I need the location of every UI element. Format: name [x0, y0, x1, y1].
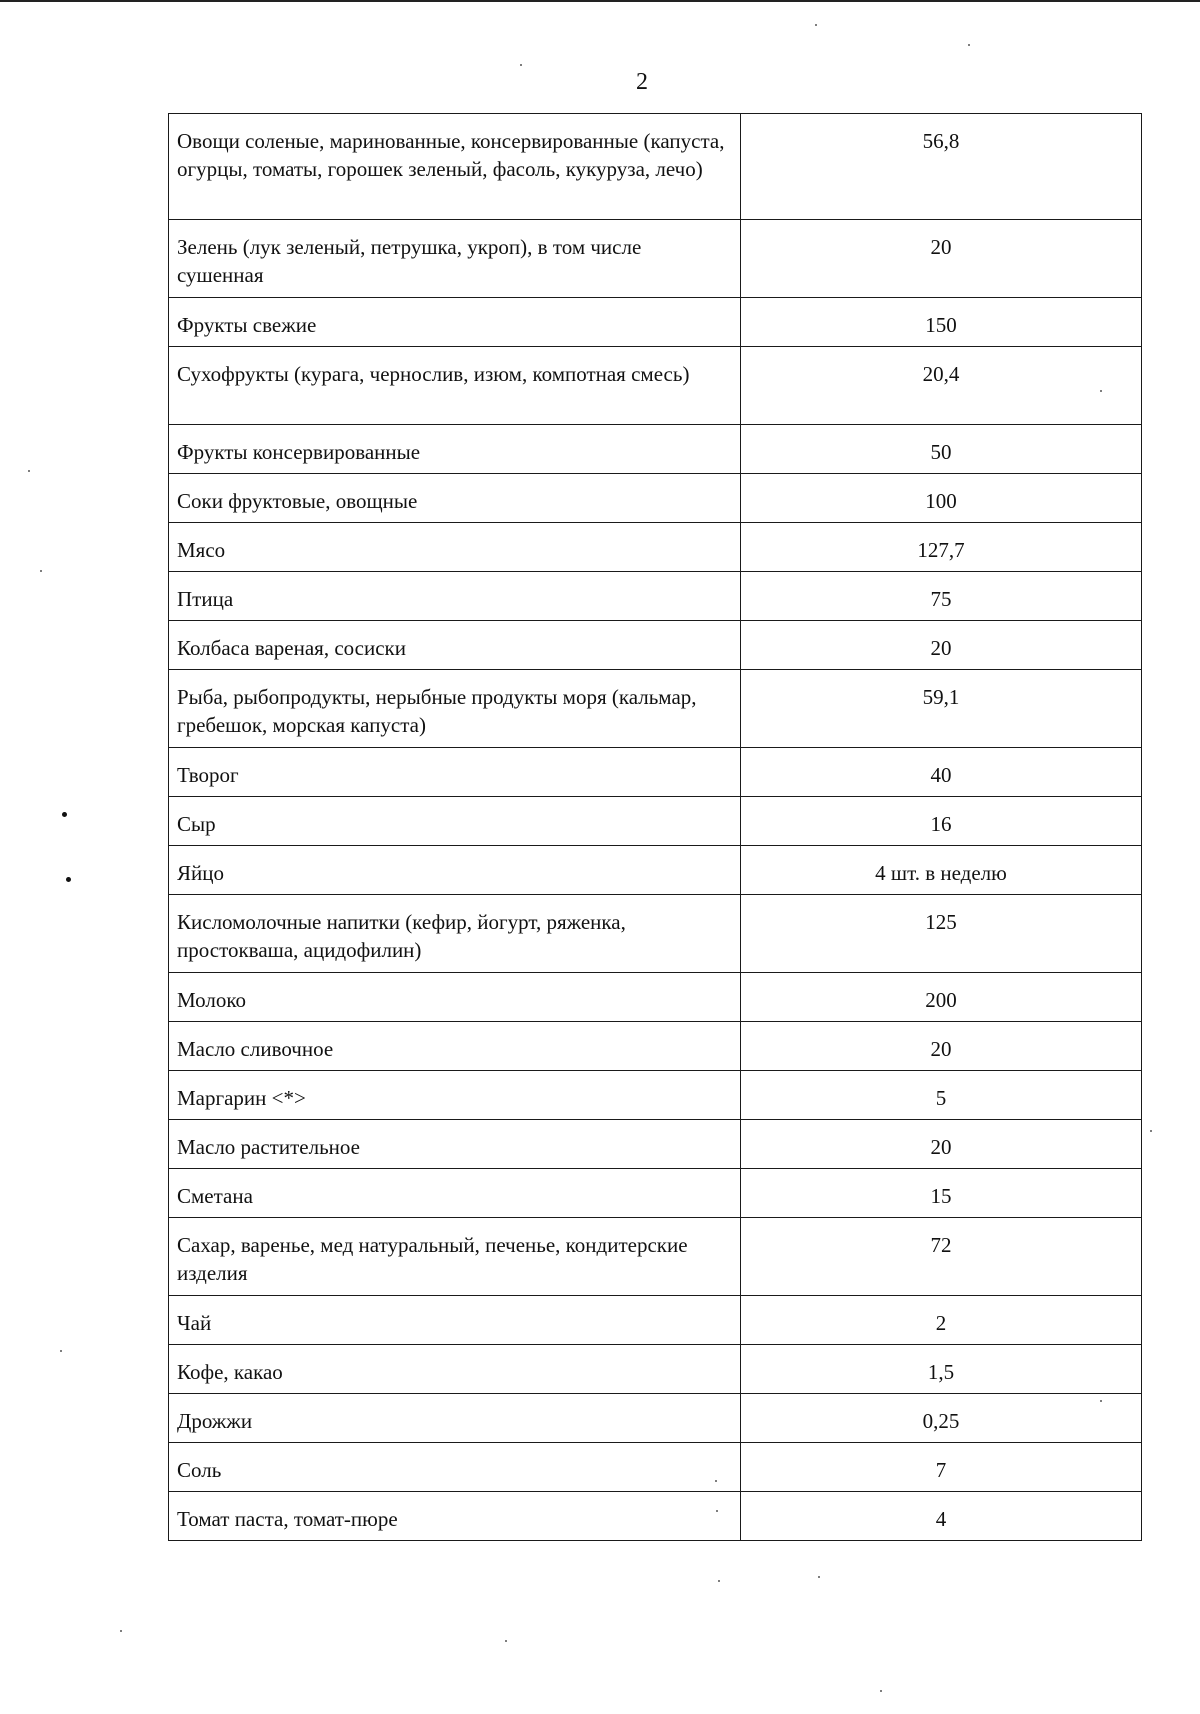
product-name: Овощи соленые, маринованные, консервированные (капуста, огурцы, томаты, горошек зеленый, фасоль, кукуруза, лечо) — [169, 114, 741, 220]
scan-speck — [818, 1576, 820, 1578]
product-amount: 20 — [741, 621, 1142, 670]
scan-speck — [62, 812, 67, 817]
product-amount: 4 — [741, 1492, 1142, 1541]
scan-speck — [120, 1630, 122, 1632]
table-row — [169, 1345, 1142, 1394]
table-row — [169, 1296, 1142, 1345]
scan-speck — [505, 1640, 507, 1642]
table-row — [169, 1218, 1142, 1296]
product-amount: 56,8 — [741, 114, 1142, 220]
product-amount: 72 — [741, 1218, 1142, 1296]
product-name: Птица — [169, 572, 741, 621]
scan-speck — [1100, 1400, 1102, 1402]
product-amount: 0,25 — [741, 1394, 1142, 1443]
product-name: Сыр — [169, 797, 741, 846]
table-row — [169, 1492, 1142, 1541]
table-row — [169, 797, 1142, 846]
scan-speck — [66, 877, 71, 882]
product-name: Масло сливочное — [169, 1022, 741, 1071]
scan-speck — [716, 1510, 718, 1512]
page-number: 2 — [636, 69, 648, 95]
product-amount: 125 — [741, 895, 1142, 973]
product-amount: 16 — [741, 797, 1142, 846]
table-row — [169, 895, 1142, 973]
product-name: Чай — [169, 1296, 741, 1345]
table-row — [169, 1169, 1142, 1218]
product-name: Кофе, какао — [169, 1345, 741, 1394]
product-amount: 20,4 — [741, 347, 1142, 425]
table-row — [169, 572, 1142, 621]
table-row — [169, 114, 1142, 220]
product-name: Кисломолочные напитки (кефир, йогурт, ряженка, простокваша, ацидофилин) — [169, 895, 741, 973]
table-row — [169, 1443, 1142, 1492]
scan-speck — [28, 470, 30, 472]
product-amount: 20 — [741, 220, 1142, 298]
table-row — [169, 670, 1142, 748]
product-name: Молоко — [169, 973, 741, 1022]
product-name: Колбаса вареная, сосиски — [169, 621, 741, 670]
product-amount: 200 — [741, 973, 1142, 1022]
table-row — [169, 1120, 1142, 1169]
table-row — [169, 425, 1142, 474]
product-name: Творог — [169, 748, 741, 797]
table-row — [169, 1071, 1142, 1120]
product-name: Соки фруктовые, овощные — [169, 474, 741, 523]
scan-speck — [968, 44, 970, 46]
product-name: Соль — [169, 1443, 741, 1492]
product-name: Зелень (лук зеленый, петрушка, укроп), в том числе сушенная — [169, 220, 741, 298]
table-row — [169, 347, 1142, 425]
product-name: Дрожжи — [169, 1394, 741, 1443]
product-amount: 2 — [741, 1296, 1142, 1345]
table-row — [169, 621, 1142, 670]
scan-speck — [880, 1690, 882, 1692]
table-row — [169, 298, 1142, 347]
product-amount: 50 — [741, 425, 1142, 474]
product-amount: 127,7 — [741, 523, 1142, 572]
table-row — [169, 973, 1142, 1022]
product-name: Масло растительное — [169, 1120, 741, 1169]
table-row — [169, 1394, 1142, 1443]
table-row — [169, 220, 1142, 298]
scan-speck — [715, 1480, 717, 1482]
table-row — [169, 1022, 1142, 1071]
product-name: Мясо — [169, 523, 741, 572]
product-amount: 150 — [741, 298, 1142, 347]
product-name: Сухофрукты (курага, чернослив, изюм, компотная смесь) — [169, 347, 741, 425]
product-name: Томат паста, томат-пюре — [169, 1492, 741, 1541]
product-name: Рыба, рыбопродукты, нерыбные продукты моря (кальмар, гребешок, морская капуста) — [169, 670, 741, 748]
product-name: Сахар, варенье, мед натуральный, печенье, кондитерские изделия — [169, 1218, 741, 1296]
product-amount: 20 — [741, 1022, 1142, 1071]
product-amount: 15 — [741, 1169, 1142, 1218]
product-amount: 4 шт. в неделю — [741, 846, 1142, 895]
product-name: Фрукты консервированные — [169, 425, 741, 474]
product-name: Яйцо — [169, 846, 741, 895]
table-row — [169, 846, 1142, 895]
scan-speck — [1100, 390, 1102, 392]
product-amount: 7 — [741, 1443, 1142, 1492]
scan-speck — [815, 24, 817, 26]
product-amount: 75 — [741, 572, 1142, 621]
table-row — [169, 748, 1142, 797]
scan-speck — [718, 1580, 720, 1582]
product-amount: 40 — [741, 748, 1142, 797]
scan-speck — [1150, 1130, 1152, 1132]
product-amount: 1,5 — [741, 1345, 1142, 1394]
product-amount: 100 — [741, 474, 1142, 523]
product-amount: 5 — [741, 1071, 1142, 1120]
product-name: Фрукты свежие — [169, 298, 741, 347]
product-amount: 20 — [741, 1120, 1142, 1169]
scan-speck — [520, 64, 522, 66]
scan-speck — [40, 570, 42, 572]
food-norms-table — [168, 113, 1142, 1541]
table-row — [169, 474, 1142, 523]
product-name: Маргарин <*> — [169, 1071, 741, 1120]
top-border-line — [0, 0, 1200, 2]
product-name: Сметана — [169, 1169, 741, 1218]
table-row — [169, 523, 1142, 572]
scan-speck — [60, 1350, 62, 1352]
product-amount: 59,1 — [741, 670, 1142, 748]
